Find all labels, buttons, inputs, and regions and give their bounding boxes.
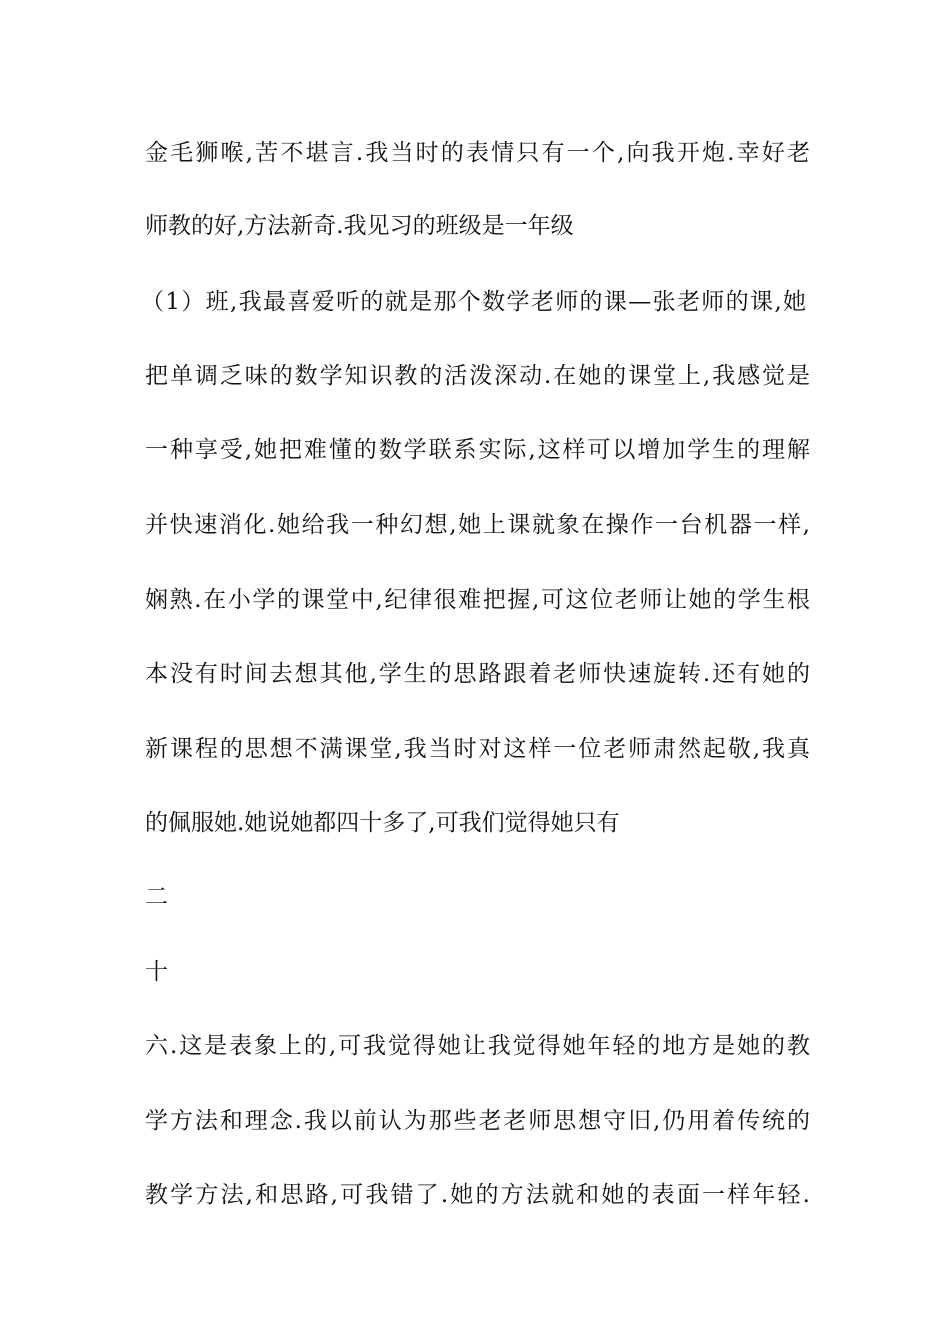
text-line-4: 把单调乏味的数学知识教的活泼深动.在她的课堂上,我感觉是 (145, 363, 810, 389)
text-line-13: 六.这是表象上的,可我觉得她让我觉得她年轻的地方是她的教 (145, 1033, 810, 1059)
text-line-5: 一种享受,她把难懂的数学联系实际,这样可以增加学生的理解 (145, 437, 810, 463)
text-line-6: 并快速消化.她给我一种幻想,她上课就象在操作一台机器一样, (145, 512, 810, 538)
text-line-11: 二 (145, 884, 168, 910)
text-line-10: 的佩服她.她说她都四十多了,可我们觉得她只有 (145, 810, 620, 836)
text-line-3: （1）班,我最喜爱听的就是那个数学老师的课—张老师的课,她 (141, 289, 806, 315)
text-line-9: 新课程的思想不满课堂,我当时对这样一位老师肃然起敬,我真 (145, 736, 810, 762)
text-line-7: 娴熟.在小学的课堂中,纪律很难把握,可这位老师让她的学生根 (145, 587, 810, 613)
text-line-12: 十 (145, 959, 168, 985)
text-line-1: 金毛狮喉,苦不堪言.我当时的表情只有一个,向我开炮.幸好老 (145, 140, 810, 166)
text-line-14: 学方法和理念.我以前认为那些老老师思想守旧,仍用着传统的 (145, 1108, 810, 1134)
text-line-15: 教学方法,和思路,可我错了.她的方法就和她的表面一样年轻. (145, 1182, 810, 1208)
text-line-8: 本没有时间去想其他,学生的思路跟着老师快速旋转.还有她的 (145, 661, 810, 687)
text-line-2: 师教的好,方法新奇.我见习的班级是一年级 (145, 213, 574, 239)
